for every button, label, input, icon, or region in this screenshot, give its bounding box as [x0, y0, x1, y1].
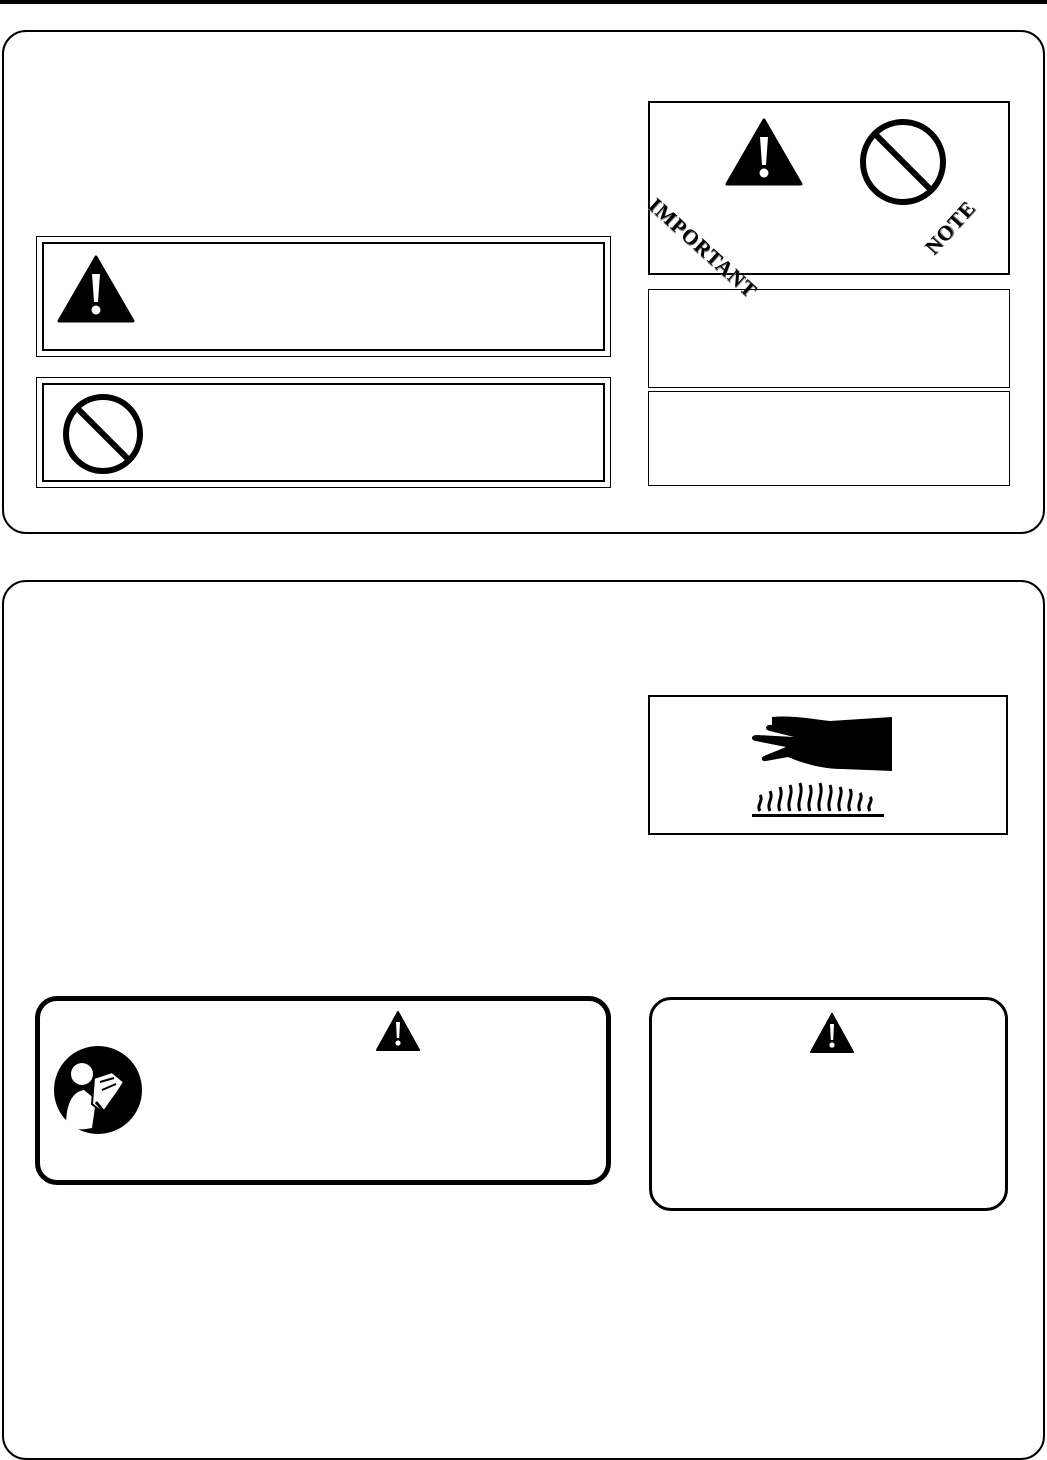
- important-description-box: [648, 289, 1010, 388]
- top-rule: [0, 0, 1047, 4]
- important-label: IMPORTANT: [643, 193, 763, 303]
- prohibited-circle-icon: [858, 117, 948, 207]
- warning-notice-box: [36, 236, 611, 357]
- note-description-box: [648, 391, 1010, 486]
- caution-warning-box: [649, 997, 1008, 1211]
- warning-triangle-icon: [809, 1012, 855, 1054]
- prohibited-circle-icon: [61, 392, 145, 476]
- prohibited-notice-box: [36, 377, 611, 488]
- hot-surface-hand-icon: [742, 711, 892, 823]
- read-manual-icon: [52, 1044, 144, 1136]
- hot-surface-box: [648, 695, 1008, 835]
- symbol-legend-box: [643, 101, 1010, 303]
- warning-triangle-icon: [725, 117, 803, 187]
- note-label: NOTE: [920, 195, 981, 260]
- read-manual-warning-box: [35, 996, 611, 1185]
- warning-triangle-icon: [57, 254, 135, 324]
- warning-triangle-icon: [375, 1010, 421, 1052]
